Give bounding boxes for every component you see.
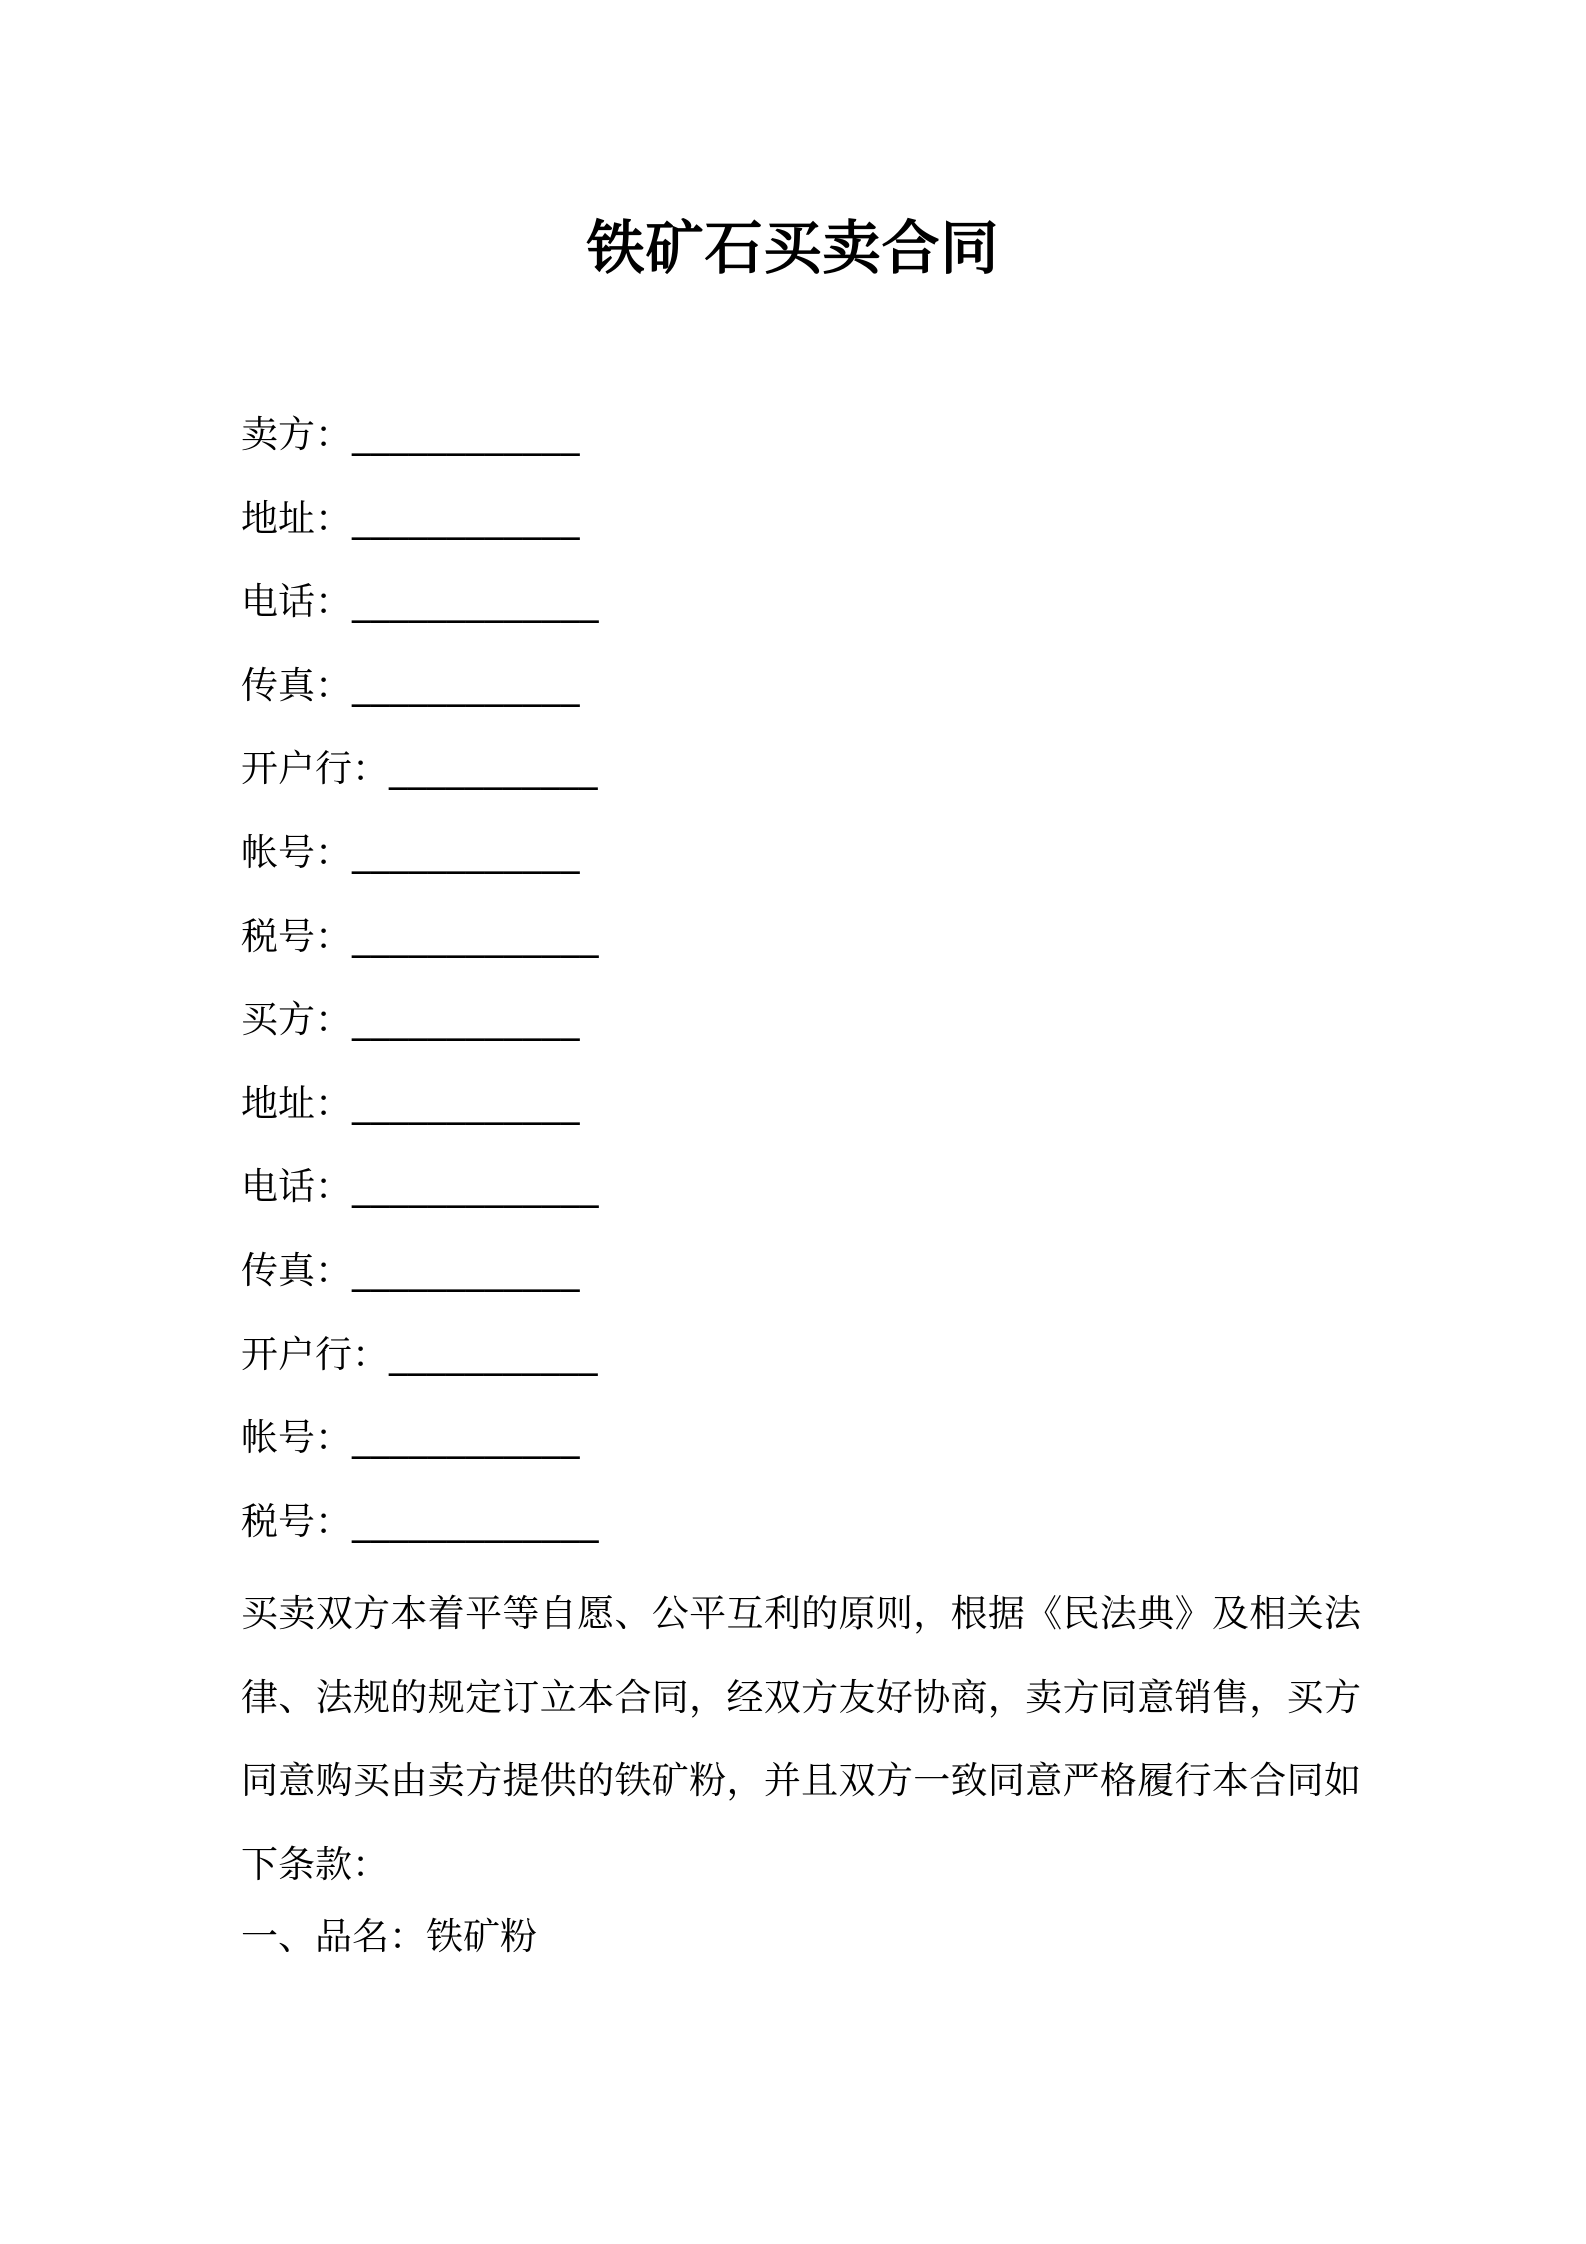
- fill-in-blank: ____________: [352, 830, 580, 874]
- field-label: 传真：: [241, 663, 352, 707]
- field-label: 买方：: [241, 998, 352, 1042]
- fill-in-blank: ___________: [389, 747, 598, 791]
- fill-in-blank: ____________: [352, 663, 580, 707]
- section-heading-product: 一、品名：铁矿粉: [241, 1915, 537, 1958]
- seller-fax-field: [241, 656, 1361, 740]
- document-title: 铁矿石买卖合同: [586, 214, 1000, 282]
- field-label: 帐号：: [241, 830, 352, 874]
- seller-tax-field: [241, 907, 1361, 991]
- field-label: 电话：: [241, 1165, 352, 1209]
- fill-in-blank: ____________: [352, 998, 580, 1042]
- field-label: 税号：: [241, 914, 352, 958]
- seller-account-field: [241, 823, 1361, 907]
- buyer-name-field: [241, 990, 1361, 1074]
- seller-bank-field: [241, 739, 1361, 823]
- fill-in-blank: ____________: [352, 413, 580, 456]
- fill-in-blank: ____________: [352, 1248, 580, 1292]
- buyer-account-field: [241, 1408, 1361, 1492]
- field-label: 帐号：: [241, 1416, 352, 1460]
- fill-in-blank: _____________: [352, 580, 599, 624]
- seller-phone-field: [241, 572, 1361, 656]
- field-label: 开户行：: [241, 747, 389, 791]
- field-label: 地址：: [241, 496, 352, 540]
- fill-in-blank: _____________: [352, 914, 599, 958]
- field-label: 传真：: [241, 1248, 352, 1292]
- fill-in-blank: _____________: [352, 1499, 599, 1543]
- field-label: 开户行：: [241, 1332, 389, 1376]
- fill-in-blank: ____________: [352, 1416, 580, 1460]
- fill-in-blank: ____________: [352, 496, 580, 540]
- buyer-bank-field: [241, 1325, 1361, 1409]
- fill-in-blank: ___________: [389, 1332, 598, 1376]
- field-label: 税号：: [241, 1499, 352, 1543]
- seller-address-field: [241, 489, 1361, 573]
- buyer-tax-field: [241, 1492, 1361, 1576]
- field-label: 电话：: [241, 580, 352, 624]
- fill-in-blank: ____________: [352, 1081, 580, 1125]
- party-info-block: [241, 405, 1361, 1575]
- buyer-fax-field: [241, 1241, 1361, 1325]
- intro-paragraph: 买卖双方本着平等自愿、公平互利的原则，根据《民法典》及相关法律、法规的规定订立本合同，经双方友好协商，卖方同意销售，买方同意购买由卖方提供的铁矿粉，并且双方一致同意严格履行本合同如下条款：: [241, 1592, 1361, 1886]
- seller-name-field: [241, 405, 1361, 489]
- fill-in-blank: _____________: [352, 1165, 599, 1209]
- buyer-address-field: [241, 1074, 1361, 1158]
- field-label: 卖方：: [241, 413, 352, 456]
- field-label: 地址：: [241, 1081, 352, 1125]
- buyer-phone-field: [241, 1157, 1361, 1241]
